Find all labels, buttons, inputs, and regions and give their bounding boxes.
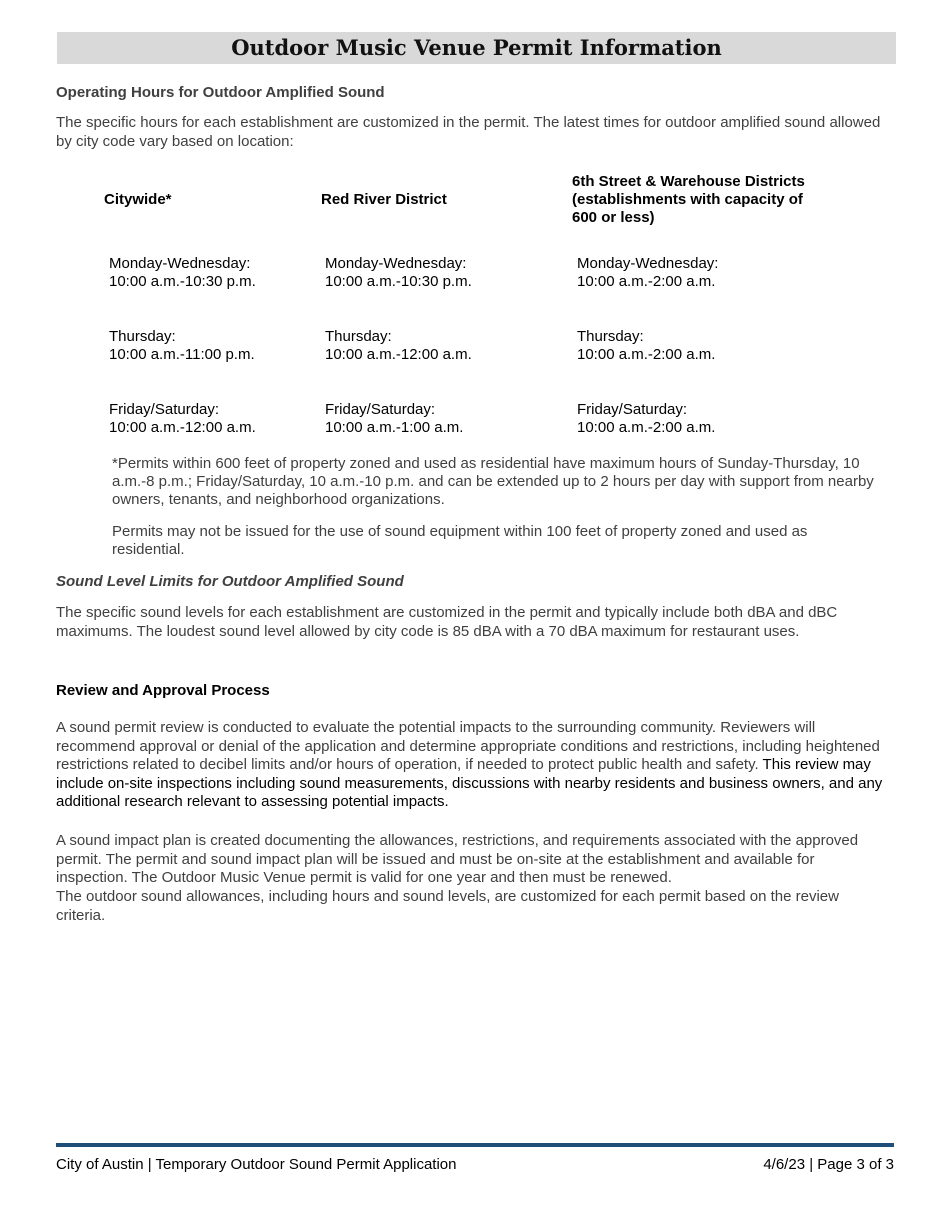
hours-cell: Monday-Wednesday: 10:00 a.m.-2:00 a.m. [577,255,719,290]
sound-levels-body: The specific sound levels for each establishment are customized in the permit and typically include both dBA and dBC maximums. The loudest sound level allowed by city code is 85 dBA with a 70 dBA maximum for restaurant uses. [56,604,838,640]
review-paragraph-2: A sound impact plan is created documenting the allowances, restrictions, and requirements associated with the approved permit. The permit and sound impact plan will be issued and must be on-site at the establishment and available for inspection. The Outdoor Music Venue permit is valid for one year and then must be renewed. [56,832,859,887]
hours-cell: Thursday: 10:00 a.m.-2:00 a.m. [577,328,716,363]
sound-levels-heading: Sound Level Limits for Outdoor Amplified Sound [56,573,404,590]
footer-rule [56,1143,894,1147]
page-title: Outdoor Music Venue Permit Information [57,32,896,64]
hours-cell: Monday-Wednesday: 10:00 a.m.-10:30 p.m. [325,255,472,290]
review-paragraph-1-emphasis: This review may include on-site inspections including sound measurements, discussions with nearby residents and business owners, and any additional research relevant to assessing potential impacts. [56,756,883,811]
hours-cell: Monday-Wednesday: 10:00 a.m.-10:30 p.m. [109,255,256,290]
hours-cell: Friday/Saturday: 10:00 a.m.-12:00 a.m. [109,401,256,436]
residential-restriction-note: Permits may not be issued for the use of sound equipment within 100 feet of property zoned and used as residential. [112,523,808,558]
operating-hours-intro: The specific hours for each establishment are customized in the permit. The latest times for outdoor amplified sound allowed by city code vary based on location: [56,114,881,150]
hours-cell: Thursday: 10:00 a.m.-11:00 p.m. [109,328,255,363]
hours-cell: Thursday: 10:00 a.m.-12:00 a.m. [325,328,472,363]
hours-cell: Friday/Saturday: 10:00 a.m.-2:00 a.m. [577,401,716,436]
review-paragraph-1-text: A sound permit review is conducted to evaluate the potential impacts to the surrounding community. Reviewers will recommend approval or denial of the application and determine appropriate conditions and restrictions, including heightened restrictions related to decibel limits and/or hours of operation, if needed to protect public health and safety. [56,719,880,774]
footer-document-title: City of Austin | Temporary Outdoor Sound Permit Application [56,1156,457,1173]
column-header-red-river: Red River District [321,191,447,208]
column-header-6th-street: 6th Street & Warehouse Districts (establishments with capacity of 600 or less) [572,173,805,226]
review-paragraph-3: The outdoor sound allowances, including hours and sound levels, are customized for each permit based on the review criteria. [56,888,839,924]
footer-page-number: 4/6/23 | Page 3 of 3 [763,1156,894,1173]
residential-footnote: *Permits within 600 feet of property zoned and used as residential have maximum hours of Sunday-Thursday, 10 a.m.-8 p.m.; Friday/Saturday, 10 a.m.-10 p.m. and can be extended up to 2 hours per day with support from nearby owners, tenants, and neighborhood organizations. [112,455,874,508]
operating-hours-heading: Operating Hours for Outdoor Amplified Sound [56,84,385,101]
review-heading: Review and Approval Process [56,682,270,699]
column-header-citywide: Citywide* [104,191,172,208]
review-paragraph-1 [56,719,886,812]
hours-cell: Friday/Saturday: 10:00 a.m.-1:00 a.m. [325,401,464,436]
